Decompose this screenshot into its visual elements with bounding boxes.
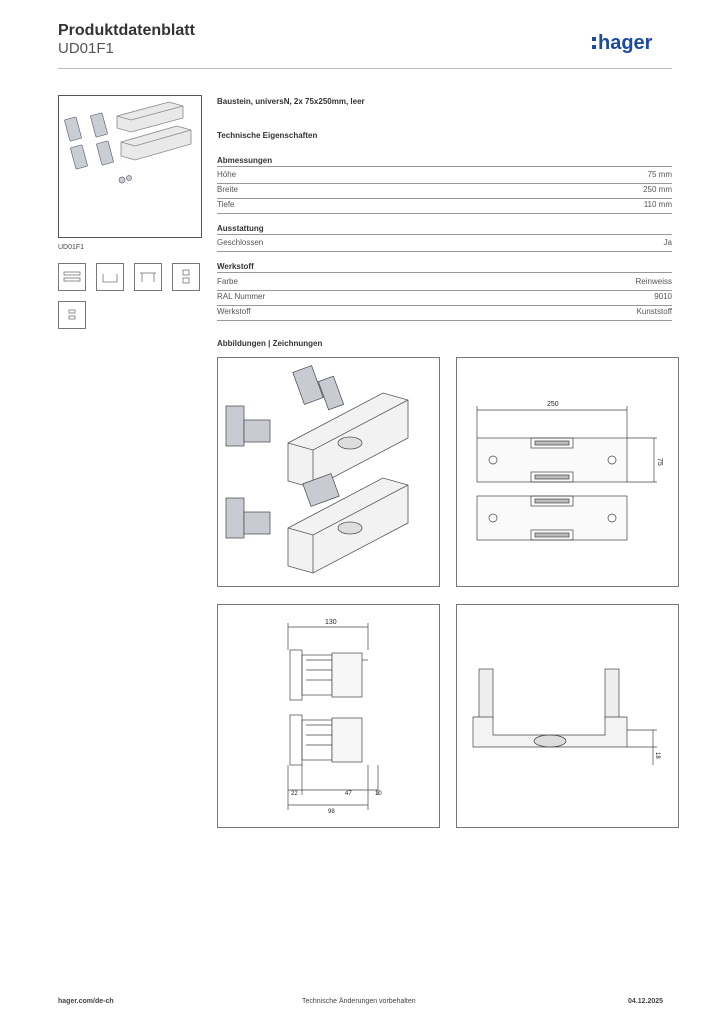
- ausstattung-heading: Ausstattung: [217, 224, 672, 235]
- spec-row-hoehe: [217, 169, 672, 184]
- dim-front-height: 18: [654, 752, 660, 759]
- spec-value: 110 mm: [643, 200, 672, 209]
- dim-side-d2: 47: [345, 791, 352, 797]
- spec-row-ral: [217, 291, 672, 306]
- spec-row-werkstoff: [217, 306, 672, 321]
- spec-value: Kunststoff: [636, 307, 672, 316]
- dim-width-label: 250: [547, 401, 559, 408]
- drawing-side-view[interactable]: [217, 604, 440, 828]
- spec-value: Reinweiss: [635, 277, 672, 286]
- tech-properties-heading: Technische Eigenschaften: [217, 131, 318, 140]
- image-caption: UD01F1: [58, 244, 85, 251]
- drawing-front-view[interactable]: [456, 604, 679, 828]
- hager-logo: [592, 28, 676, 56]
- spec-value: 9010: [654, 292, 672, 301]
- svg-text:hager: hager: [598, 32, 653, 54]
- spec-row-geschlossen: [217, 237, 672, 252]
- spec-key: Farbe: [217, 277, 238, 286]
- dim-height-label: 75: [656, 458, 663, 466]
- document-title: Produktdatenblatt: [58, 22, 195, 39]
- thumbnail-2[interactable]: [96, 263, 124, 291]
- thumbnail-4[interactable]: [172, 263, 200, 291]
- spec-value: 250 mm: [643, 185, 672, 194]
- spec-value: Ja: [663, 238, 672, 247]
- spec-row-tiefe: [217, 199, 672, 214]
- dim-side-total: 98: [328, 809, 335, 815]
- spec-value: 75 mm: [647, 170, 672, 179]
- spec-key: Werkstoff: [217, 307, 251, 316]
- drawing-top-view[interactable]: [456, 357, 679, 587]
- drawings-heading: Abbildungen | Zeichnungen: [217, 339, 323, 348]
- spec-row-farbe: [217, 276, 672, 291]
- spec-key: Breite: [217, 185, 238, 194]
- spec-key: Tiefe: [217, 200, 235, 209]
- dim-side-d3: 10: [375, 791, 382, 797]
- dim-side-width: 130: [325, 619, 337, 626]
- drawing-isometric[interactable]: [217, 357, 440, 587]
- werkstoff-heading: Werkstoff: [217, 262, 672, 273]
- abmessungen-heading: Abmessungen: [217, 156, 672, 167]
- spec-row-breite: [217, 184, 672, 199]
- dim-side-d1: 22: [291, 791, 298, 797]
- spec-key: Höhe: [217, 170, 237, 179]
- thumbnail-1[interactable]: [58, 263, 86, 291]
- footer-date: 04.12.2025: [628, 998, 664, 1005]
- spec-key: Geschlossen: [217, 238, 264, 247]
- header-divider: [58, 68, 672, 69]
- thumbnail-3[interactable]: [134, 263, 162, 291]
- spec-key: RAL Nummer: [217, 292, 266, 301]
- thumbnail-5[interactable]: [58, 301, 86, 329]
- footer-disclaimer: Technische Änderungen vorbehalten: [302, 998, 416, 1005]
- product-name: Baustein, universN, 2x 75x250mm, leer: [217, 97, 365, 106]
- footer-website-link[interactable]: hager.com/de-ch: [58, 998, 114, 1005]
- product-code: UD01F1: [58, 40, 114, 57]
- product-image[interactable]: [58, 95, 202, 238]
